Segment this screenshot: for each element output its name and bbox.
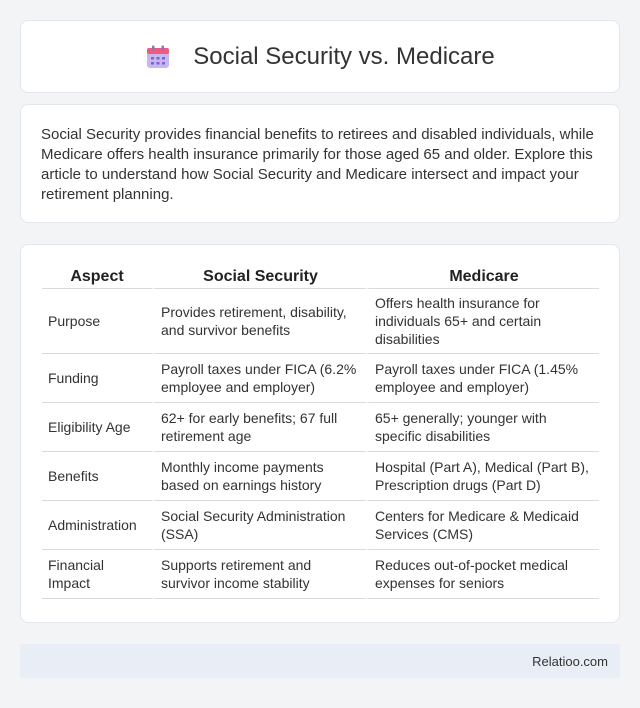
table-row [42, 452, 599, 501]
row-medicare: Payroll taxes under FICA (1.45% employee and employer) [366, 354, 599, 403]
row-social-security: Payroll taxes under FICA (6.2% employee and employer) [152, 354, 366, 403]
row-aspect: Funding [42, 354, 152, 403]
header-card [20, 20, 620, 93]
title-wrap [145, 43, 494, 71]
table-row [42, 403, 599, 452]
header-aspect: Aspect [42, 265, 152, 289]
header-medicare: Medicare [366, 265, 599, 289]
table-row [42, 501, 599, 550]
row-aspect: Eligibility Age [42, 403, 152, 452]
row-social-security: Provides retirement, disability, and survivor benefits [152, 289, 366, 354]
footer-brand: Relatioo.com [532, 653, 608, 669]
row-medicare: Offers health insurance for individuals 65+ and certain disabilities [366, 289, 599, 354]
row-medicare: 65+ generally; younger with specific disabilities [366, 403, 599, 452]
table-card [20, 244, 620, 623]
row-medicare: Hospital (Part A), Medical (Part B), Prescription drugs (Part D) [366, 452, 599, 501]
table-row [42, 550, 599, 599]
table-row [42, 289, 599, 354]
calendar-icon [145, 44, 171, 70]
footer-bar [20, 644, 620, 678]
comparison-table [42, 265, 599, 599]
row-aspect: Administration [42, 501, 152, 550]
row-social-security: Monthly income payments based on earnings history [152, 452, 366, 501]
row-aspect: Benefits [42, 452, 152, 501]
row-social-security: Supports retirement and survivor income stability [152, 550, 366, 599]
table-header-row [42, 265, 599, 289]
row-aspect: Purpose [42, 289, 152, 354]
row-medicare: Centers for Medicare & Medicaid Services (CMS) [366, 501, 599, 550]
row-social-security: 62+ for early benefits; 67 full retirement age [152, 403, 366, 452]
header-social-security: Social Security [152, 265, 366, 289]
row-medicare: Reduces out-of-pocket medical expenses for seniors [366, 550, 599, 599]
intro-text: Social Security provides financial benefits to retirees and disabled individuals, while Medicare offers health insurance primarily for those aged 65 and older. Explore this article to understand how Social Security and Medicare intersect and impact your retirement planning. [41, 126, 594, 203]
row-social-security: Social Security Administration (SSA) [152, 501, 366, 550]
row-aspect: Financial Impact [42, 550, 152, 599]
table-row [42, 354, 599, 403]
page-title: Social Security vs. Medicare [193, 42, 495, 70]
intro-card [20, 104, 620, 223]
